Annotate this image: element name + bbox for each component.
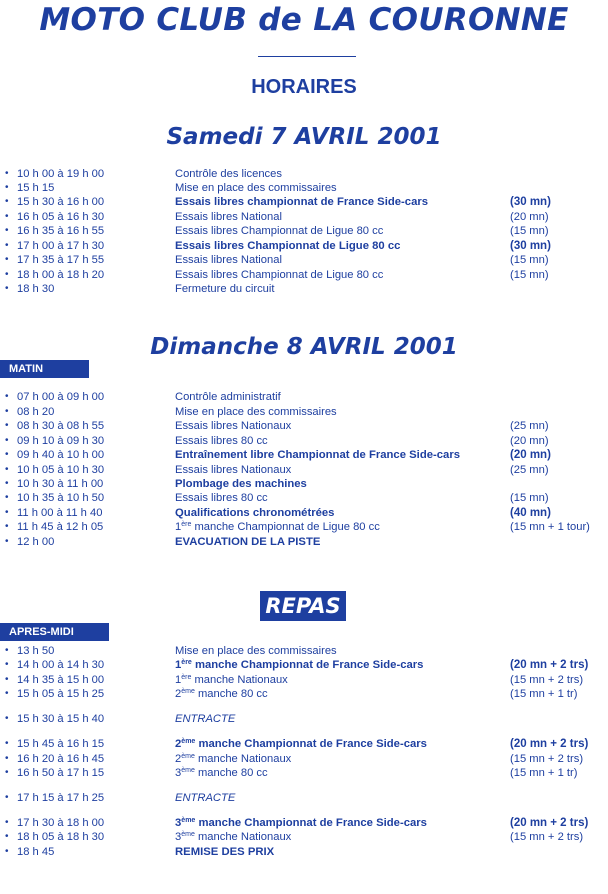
ordinal-suffix: ère [181, 674, 192, 681]
ordinal-suffix: ème [181, 831, 195, 838]
schedule-row [0, 673, 608, 687]
bullet-dot-icon: • [5, 449, 9, 460]
row-activity: Essais libres National [175, 254, 282, 266]
bullet-dot-icon: • [5, 688, 9, 699]
row-activity: Essais libres Championnat de Ligue 80 cc [175, 269, 384, 281]
row-time: 16 h 50 à 17 h 15 [17, 767, 105, 779]
schedule-row [0, 434, 608, 448]
row-time: 08 h 20 [17, 406, 55, 418]
row-activity: Essais libres National [175, 211, 282, 223]
row-time: 15 h 05 à 15 h 25 [17, 688, 105, 700]
row-activity: Fermeture du circuit [175, 283, 275, 295]
bullet-dot-icon: • [5, 464, 9, 475]
row-duration: (20 mn + 2 trs) [510, 817, 589, 829]
ordinal-suffix: ème [181, 688, 195, 695]
row-time: 09 h 40 à 10 h 00 [17, 449, 105, 461]
row-duration: (15 mn + 1 tr) [510, 767, 578, 779]
row-time: 18 h 45 [17, 846, 55, 858]
schedule-row [0, 253, 608, 267]
row-time: 17 h 30 à 18 h 00 [17, 817, 105, 829]
bullet-dot-icon: • [5, 831, 9, 842]
row-time: 15 h 30 à 16 h 00 [17, 196, 105, 208]
row-time: 07 h 00 à 09 h 00 [17, 391, 105, 403]
row-duration: (30 mn) [510, 240, 551, 252]
morning-band: MATIN [0, 360, 89, 378]
row-duration: (15 mn) [510, 492, 549, 504]
bullet-dot-icon: • [5, 182, 9, 193]
bullet-dot-icon: • [5, 738, 9, 749]
saturday-heading: Samedi 7 AVRIL 2001 [166, 124, 442, 150]
schedule-row [0, 282, 608, 296]
row-duration: (20 mn + 2 trs) [510, 738, 589, 750]
schedule-row [0, 816, 608, 830]
ordinal-suffix: ème [181, 817, 196, 824]
bullet-dot-icon: • [5, 817, 9, 828]
schedule-row [0, 390, 608, 404]
ordinal-suffix: ème [181, 738, 196, 745]
row-activity: Contrôle des licences [175, 168, 282, 180]
schedule-row [0, 195, 608, 209]
row-duration: (15 mn + 2 trs) [510, 831, 584, 843]
row-activity: 1ère manche Championnat de Ligue 80 cc [175, 521, 380, 533]
ordinal-suffix: ème [181, 753, 195, 760]
row-time: 15 h 45 à 16 h 15 [17, 738, 105, 750]
schedule-heading: HORAIRES [251, 76, 357, 98]
row-activity: 3ème manche 80 cc [175, 767, 268, 779]
row-time: 17 h 15 à 17 h 25 [17, 792, 105, 804]
row-time: 10 h 00 à 19 h 00 [17, 168, 105, 180]
row-time: 12 h 00 [17, 536, 55, 548]
row-activity: Entraînement libre Championnat de France Side-cars [175, 449, 461, 461]
row-activity: Qualifications chronométrées [175, 507, 335, 519]
row-duration: (15 mn + 1 tr) [510, 688, 578, 700]
row-time: 16 h 20 à 16 h 45 [17, 753, 105, 765]
bullet-dot-icon: • [5, 492, 9, 503]
row-activity: 2ème manche Championnat de France Side-cars [175, 738, 427, 750]
row-activity: Plombage des machines [175, 478, 307, 490]
schedule-row [0, 210, 608, 224]
schedule-row [0, 644, 608, 658]
lunch-banner: REPAS [260, 591, 346, 621]
row-activity: Essais libres championnat de France Side-cars [175, 196, 429, 208]
schedule-row [0, 268, 608, 282]
schedule-row [0, 224, 608, 238]
bullet-dot-icon: • [5, 767, 9, 778]
row-activity: Mise en place des commissaires [175, 182, 337, 194]
row-duration: (20 mn) [510, 435, 549, 447]
row-time: 11 h 45 à 12 h 05 [17, 521, 104, 533]
row-activity: Contrôle administratif [175, 391, 281, 403]
row-activity: Essais libres Championnat de Ligue 80 cc [175, 225, 384, 237]
row-duration: (15 mn + 1 tour) [510, 521, 590, 533]
bullet-dot-icon: • [5, 846, 9, 857]
schedule-row [0, 506, 608, 520]
schedule-row [0, 463, 608, 477]
bullet-dot-icon: • [5, 753, 9, 764]
row-time: 18 h 05 à 18 h 30 [17, 831, 105, 843]
row-duration: (25 mn) [510, 464, 549, 476]
row-activity: Essais libres Nationaux [175, 420, 292, 432]
schedule-row [0, 687, 608, 701]
row-duration: (20 mn) [510, 211, 549, 223]
title-divider [258, 56, 356, 57]
bullet-dot-icon: • [5, 659, 9, 670]
bullet-dot-icon: • [5, 713, 9, 724]
page-title: MOTO CLUB de LA COURONNE [39, 2, 569, 38]
bullet-dot-icon: • [5, 168, 9, 179]
bullet-dot-icon: • [5, 536, 9, 547]
row-duration: (30 mn) [510, 196, 551, 208]
row-time: 18 h 30 [17, 283, 55, 295]
row-time: 13 h 50 [17, 645, 55, 657]
schedule-row [0, 830, 608, 844]
row-time: 17 h 35 à 17 h 55 [17, 254, 105, 266]
row-activity: 2ème manche Nationaux [175, 753, 292, 765]
row-activity: 3ème manche Nationaux [175, 831, 292, 843]
schedule-row [0, 658, 608, 672]
row-activity: 3ème manche Championnat de France Side-cars [175, 817, 427, 829]
bullet-dot-icon: • [5, 645, 9, 656]
schedule-row [0, 405, 608, 419]
row-time: 16 h 35 à 16 h 55 [17, 225, 105, 237]
row-time: 15 h 30 à 15 h 40 [17, 713, 105, 725]
schedule-row [0, 535, 608, 549]
row-activity: EVACUATION DE LA PISTE [175, 536, 321, 548]
schedule-row [0, 520, 608, 534]
row-duration: (20 mn + 2 trs) [510, 659, 589, 671]
bullet-dot-icon: • [5, 406, 9, 417]
bullet-dot-icon: • [5, 240, 9, 251]
row-time: 10 h 30 à 11 h 00 [17, 478, 104, 490]
row-activity: Essais libres Championnat de Ligue 80 cc [175, 240, 401, 252]
schedule-row [0, 477, 608, 491]
row-time: 10 h 35 à 10 h 50 [17, 492, 105, 504]
row-duration: (15 mn) [510, 269, 549, 281]
row-duration: (15 mn) [510, 225, 549, 237]
bullet-dot-icon: • [5, 391, 9, 402]
row-activity: Essais libres 80 cc [175, 435, 268, 447]
ordinal-suffix: ème [181, 767, 195, 774]
schedule-row [0, 845, 608, 859]
schedule-row [0, 419, 608, 433]
schedule-row [0, 712, 608, 726]
row-activity: Essais libres Nationaux [175, 464, 292, 476]
bullet-dot-icon: • [5, 283, 9, 294]
row-duration: (25 mn) [510, 420, 549, 432]
bullet-dot-icon: • [5, 478, 9, 489]
row-activity: REMISE DES PRIX [175, 846, 275, 858]
row-time: 15 h 15 [17, 182, 55, 194]
row-time: 08 h 30 à 08 h 55 [17, 420, 105, 432]
row-time: 10 h 05 à 10 h 30 [17, 464, 105, 476]
schedule-row [0, 239, 608, 253]
bullet-dot-icon: • [5, 196, 9, 207]
schedule-row [0, 491, 608, 505]
bullet-dot-icon: • [5, 435, 9, 446]
row-duration: (40 mn) [510, 507, 551, 519]
bullet-dot-icon: • [5, 674, 9, 685]
row-time: 17 h 00 à 17 h 30 [17, 240, 105, 252]
row-duration: (15 mn + 2 trs) [510, 674, 584, 686]
schedule-row [0, 167, 608, 181]
schedule-row [0, 181, 608, 195]
row-activity: ENTRACTE [175, 713, 236, 725]
row-time: 09 h 10 à 09 h 30 [17, 435, 105, 447]
row-activity: ENTRACTE [175, 792, 236, 804]
bullet-dot-icon: • [5, 225, 9, 236]
row-time: 18 h 00 à 18 h 20 [17, 269, 105, 281]
row-activity: Essais libres 80 cc [175, 492, 268, 504]
bullet-dot-icon: • [5, 521, 9, 532]
schedule-row [0, 791, 608, 805]
row-activity: 1ère manche Nationaux [175, 674, 288, 686]
bullet-dot-icon: • [5, 507, 9, 518]
bullet-dot-icon: • [5, 211, 9, 222]
afternoon-band: APRES-MIDI [0, 623, 109, 641]
bullet-dot-icon: • [5, 269, 9, 280]
bullet-dot-icon: • [5, 254, 9, 265]
row-duration: (20 mn) [510, 449, 551, 461]
bullet-dot-icon: • [5, 792, 9, 803]
schedule-row [0, 448, 608, 462]
row-time: 14 h 35 à 15 h 00 [17, 674, 105, 686]
schedule-row [0, 766, 608, 780]
ordinal-suffix: ère [181, 521, 192, 528]
ordinal-suffix: ère [181, 659, 192, 666]
row-time: 16 h 05 à 16 h 30 [17, 211, 105, 223]
row-activity: Mise en place des commissaires [175, 406, 337, 418]
row-time: 14 h 00 à 14 h 30 [17, 659, 105, 671]
sunday-heading: Dimanche 8 AVRIL 2001 [150, 334, 458, 360]
schedule-row [0, 752, 608, 766]
row-activity: 2ème manche 80 cc [175, 688, 268, 700]
row-activity: 1ère manche Championnat de France Side-cars [175, 659, 424, 671]
schedule-row [0, 737, 608, 751]
row-duration: (15 mn + 2 trs) [510, 753, 584, 765]
row-time: 11 h 00 à 11 h 40 [17, 507, 103, 519]
row-duration: (15 mn) [510, 254, 549, 266]
bullet-dot-icon: • [5, 420, 9, 431]
row-activity: Mise en place des commissaires [175, 645, 337, 657]
